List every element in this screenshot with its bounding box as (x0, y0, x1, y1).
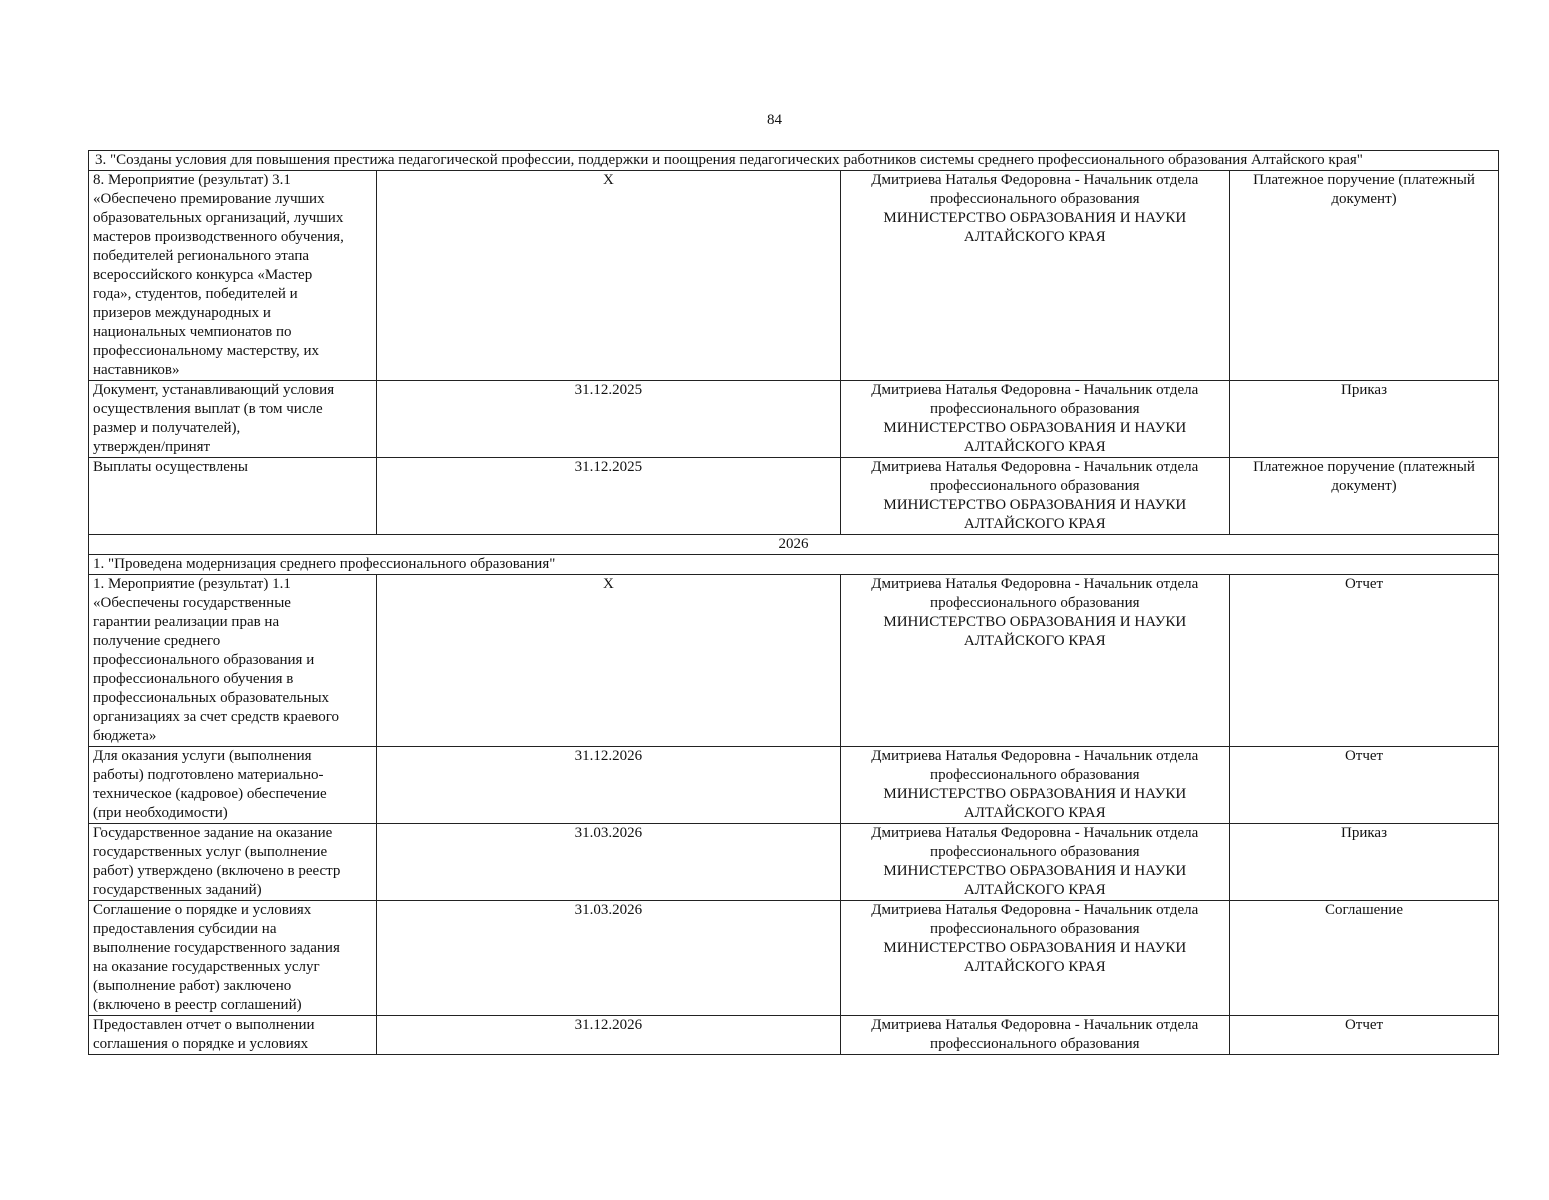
deadline-cell: 31.12.2026 (377, 747, 840, 824)
deadline-cell: 31.12.2026 (377, 1016, 840, 1055)
document-type-cell: Отчет (1230, 1016, 1499, 1055)
responsible-cell: Дмитриева Наталья Федоровна - Начальник отдела профессионального образования МИНИСТЕРСТВО ОБРАЗОВАНИЯ И НАУКИ АЛТАЙСКОГО КРАЯ (840, 824, 1230, 901)
year-row (89, 535, 1499, 555)
year-cell: 2026 (89, 535, 1499, 555)
table-row (89, 458, 1499, 535)
document-type-cell: Отчет (1230, 575, 1499, 747)
control-points-table (88, 150, 1499, 1055)
event-name-cell: Соглашение о порядке и условиях предоставления субсидии на выполнение государственного задания на оказание государственных услуг (выполнение работ) заключено (включено в реестр соглашений) (89, 901, 377, 1016)
responsible-cell: Дмитриева Наталья Федоровна - Начальник отдела профессионального образования (840, 1016, 1230, 1055)
document-type-cell: Платежное поручение (платежный документ) (1230, 171, 1499, 381)
table-row (89, 1016, 1499, 1055)
event-name-cell: Выплаты осуществлены (89, 458, 377, 535)
document-type-cell: Платежное поручение (платежный документ) (1230, 458, 1499, 535)
table-row (89, 575, 1499, 747)
event-name-cell: 1. Мероприятие (результат) 1.1 «Обеспечены государственные гарантии реализации прав на получение среднего профессионального образования и профессионального обучения в профессиональных образовательных организациях за счет средств краевого бюджета» (89, 575, 377, 747)
deadline-cell: 31.12.2025 (377, 458, 840, 535)
event-name-cell: Для оказания услуги (выполнения работы) подготовлено материально- техническое (кадровое) обеспечение (при необходимости) (89, 747, 377, 824)
section-header-row (89, 555, 1499, 575)
deadline-cell: X (377, 575, 840, 747)
document-type-cell: Отчет (1230, 747, 1499, 824)
table-row (89, 824, 1499, 901)
deadline-cell: 31.12.2025 (377, 381, 840, 458)
document-type-cell: Соглашение (1230, 901, 1499, 1016)
deadline-cell: 31.03.2026 (377, 901, 840, 1016)
responsible-cell: Дмитриева Наталья Федоровна - Начальник отдела профессионального образования МИНИСТЕРСТВО ОБРАЗОВАНИЯ И НАУКИ АЛТАЙСКОГО КРАЯ (840, 575, 1230, 747)
responsible-cell: Дмитриева Наталья Федоровна - Начальник отдела профессионального образования МИНИСТЕРСТВО ОБРАЗОВАНИЯ И НАУКИ АЛТАЙСКОГО КРАЯ (840, 171, 1230, 381)
deadline-cell: X (377, 171, 840, 381)
table-row (89, 381, 1499, 458)
event-name-cell: Предоставлен отчет о выполнении соглашения о порядке и условиях (89, 1016, 377, 1055)
table-row (89, 171, 1499, 381)
table-row (89, 747, 1499, 824)
page-number: 84 (767, 112, 782, 128)
deadline-cell: 31.03.2026 (377, 824, 840, 901)
document-type-cell: Приказ (1230, 381, 1499, 458)
responsible-cell: Дмитриева Наталья Федоровна - Начальник отдела профессионального образования МИНИСТЕРСТВО ОБРАЗОВАНИЯ И НАУКИ АЛТАЙСКОГО КРАЯ (840, 901, 1230, 1016)
section-header-row (89, 151, 1499, 171)
section-header-cell: 1. "Проведена модернизация среднего профессионального образования" (89, 555, 1499, 575)
responsible-cell: Дмитриева Наталья Федоровна - Начальник отдела профессионального образования МИНИСТЕРСТВО ОБРАЗОВАНИЯ И НАУКИ АЛТАЙСКОГО КРАЯ (840, 458, 1230, 535)
section-header-cell: 3. "Созданы условия для повышения престижа педагогической профессии, поддержки и поощрения педагогических работников системы среднего профессионального образования Алтайского края" (89, 151, 1499, 171)
event-name-cell: Документ, устанавливающий условия осуществления выплат (в том числе размер и получателей), утвержден/принят (89, 381, 377, 458)
event-name-cell: 8. Мероприятие (результат) 3.1 «Обеспечено премирование лучших образовательных организаций, лучших мастеров производственного обучения, победителей регионального этапа всероссийского конкурса «Мастер года», студентов, победителей и призеров международных и национальных чемпионатов по профессиональному мастерству, их наставников» (89, 171, 377, 381)
table-row (89, 901, 1499, 1016)
document-type-cell: Приказ (1230, 824, 1499, 901)
event-name-cell: Государственное задание на оказание государственных услуг (выполнение работ) утверждено (включено в реестр государственных заданий) (89, 824, 377, 901)
responsible-cell: Дмитриева Наталья Федоровна - Начальник отдела профессионального образования МИНИСТЕРСТВО ОБРАЗОВАНИЯ И НАУКИ АЛТАЙСКОГО КРАЯ (840, 747, 1230, 824)
responsible-cell: Дмитриева Наталья Федоровна - Начальник отдела профессионального образования МИНИСТЕРСТВО ОБРАЗОВАНИЯ И НАУКИ АЛТАЙСКОГО КРАЯ (840, 381, 1230, 458)
